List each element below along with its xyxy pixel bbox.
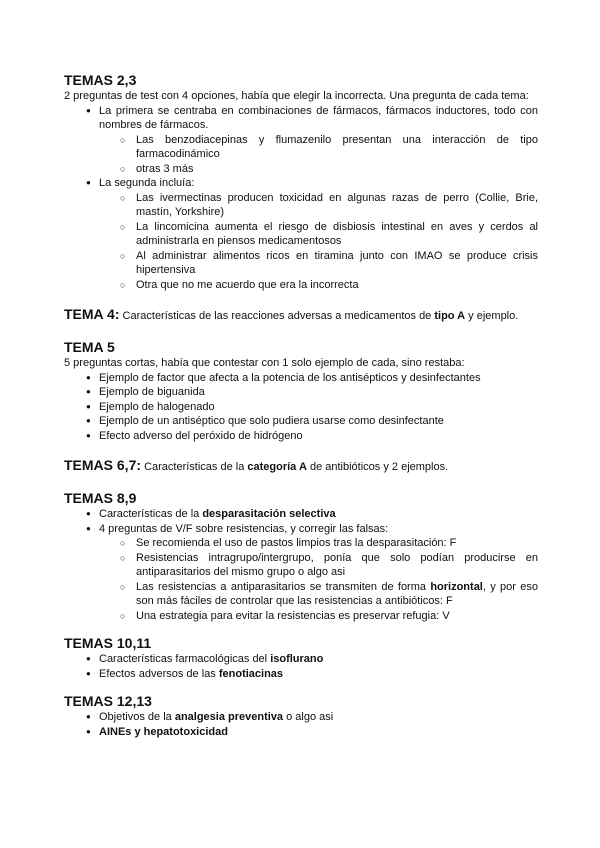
section-title: TEMAS 2,3 xyxy=(64,72,137,88)
list-item: ● Efectos adversos de las fenotiacinas xyxy=(64,667,538,682)
question-list xyxy=(64,710,538,739)
section-text: de antibióticos y 2 ejemplos. xyxy=(306,461,449,473)
bold-term: fenotiacinas xyxy=(218,667,284,680)
sub-list-item: ○ Una estrategia para evitar la resistencias es preservar refugia: V xyxy=(64,609,538,624)
section-text: Características de las reacciones adversas a medicamentos de xyxy=(119,310,435,322)
bold-term: isoflurano xyxy=(270,653,324,665)
section-intro: 2 preguntas de test con 4 opciones, había que elegir la incorrecta. Una pregunta de cada tema: xyxy=(64,90,529,102)
sub-list-item: ○ La lincomicina aumenta el riesgo de disbiosis intestinal en aves y cerdos al administrarla en piensos medicamentosos xyxy=(64,220,538,249)
question-list xyxy=(64,507,538,623)
question-list xyxy=(64,652,538,681)
list-item: ● Objetivos de la analgesia preventiva o algo asi xyxy=(64,710,538,725)
bold-term: tipo A xyxy=(434,310,466,322)
section-title: TEMAS 10,11 xyxy=(64,635,152,651)
list-item: ● Características de la desparasitación selectiva xyxy=(64,507,538,522)
sub-list-item: ○ Las ivermectinas producen toxicidad en algunas razas de perro (Collie, Brie, mastín, Yorkshire) xyxy=(64,191,538,220)
section-temas-6-7 xyxy=(64,457,538,476)
bold-term: desparasitación selectiva xyxy=(202,508,336,520)
section-intro: 5 preguntas cortas, había que contestar con 1 solo ejemplo de cada, sino restaba: xyxy=(64,357,465,369)
bold-term: horizontal xyxy=(430,580,483,593)
section-title: TEMAS 12,13 xyxy=(64,693,152,709)
list-item: ● Ejemplo de biguanida xyxy=(64,385,538,400)
section-temas-10-11 xyxy=(64,635,538,681)
bold-term: categoría A xyxy=(247,461,307,473)
section-title-line xyxy=(64,306,538,325)
sub-list-item: ○ Otra que no me acuerdo que era la incorrecta xyxy=(64,278,538,293)
list-item: ● Ejemplo de un antiséptico que solo pudiera usarse como desinfectante xyxy=(64,414,538,429)
question-list xyxy=(64,104,538,293)
list-item: ● Efecto adverso del peróxido de hidrógeno xyxy=(64,429,538,444)
sub-list-item: ○ Las resistencias a antiparasitarios se transmiten de forma horizontal, y por eso son más fáciles de controlar que las resistencias a antibióticos: F xyxy=(64,580,538,609)
sub-list-item: ○ Resistencias intragrupo/intergrupo, ponía que solo podían producirse en antiparasitarios del mismo grupo o algo asi xyxy=(64,551,538,580)
sub-list-item: ○ Las benzodiacepinas y flumazenilo presentan una interacción de tipo farmacodinámico xyxy=(64,133,538,162)
section-temas-2-3 xyxy=(64,72,538,292)
section-title: TEMAS 8,9 xyxy=(64,490,137,506)
bold-term: AINEs y hepatotoxicidad xyxy=(99,725,228,738)
list-item: ● La segunda incluía: xyxy=(64,176,538,191)
question-list xyxy=(64,371,538,444)
section-text: y ejemplo. xyxy=(465,310,519,322)
section-title: TEMA 4: xyxy=(64,306,120,322)
section-temas-8-9 xyxy=(64,490,538,623)
document-content xyxy=(64,72,538,739)
list-item: ● Características farmacológicas del isoflurano xyxy=(64,652,538,667)
section-tema-4 xyxy=(64,306,538,325)
list-item: ● La primera se centraba en combinaciones de fármacos, fármacos inductores, todo con nombres de fármacos. xyxy=(64,104,538,133)
list-item: ● Ejemplo de factor que afecta a la potencia de los antisépticos y desinfectantes xyxy=(64,371,538,386)
section-title-line xyxy=(64,457,538,476)
list-item: ● 4 preguntas de V/F sobre resistencias, y corregir las falsas: xyxy=(64,522,538,537)
sub-list-item: ○ otras 3 más xyxy=(64,162,538,177)
list-item xyxy=(64,725,538,740)
sub-list-item: ○ Al administrar alimentos ricos en tiramina junto con IMAO se produce crisis hipertensiva xyxy=(64,249,538,278)
bold-term: analgesia preventiva xyxy=(174,711,284,723)
section-temas-12-13 xyxy=(64,693,538,739)
sub-list-item: ○ Se recomienda el uso de pastos limpios tras la desparasitación: F xyxy=(64,536,538,551)
section-tema-5 xyxy=(64,339,538,443)
list-item: ● Ejemplo de halogenado xyxy=(64,400,538,415)
section-title: TEMA 5 xyxy=(64,339,115,355)
section-text: Características de la xyxy=(141,461,248,473)
section-title: TEMAS 6,7: xyxy=(64,457,142,473)
